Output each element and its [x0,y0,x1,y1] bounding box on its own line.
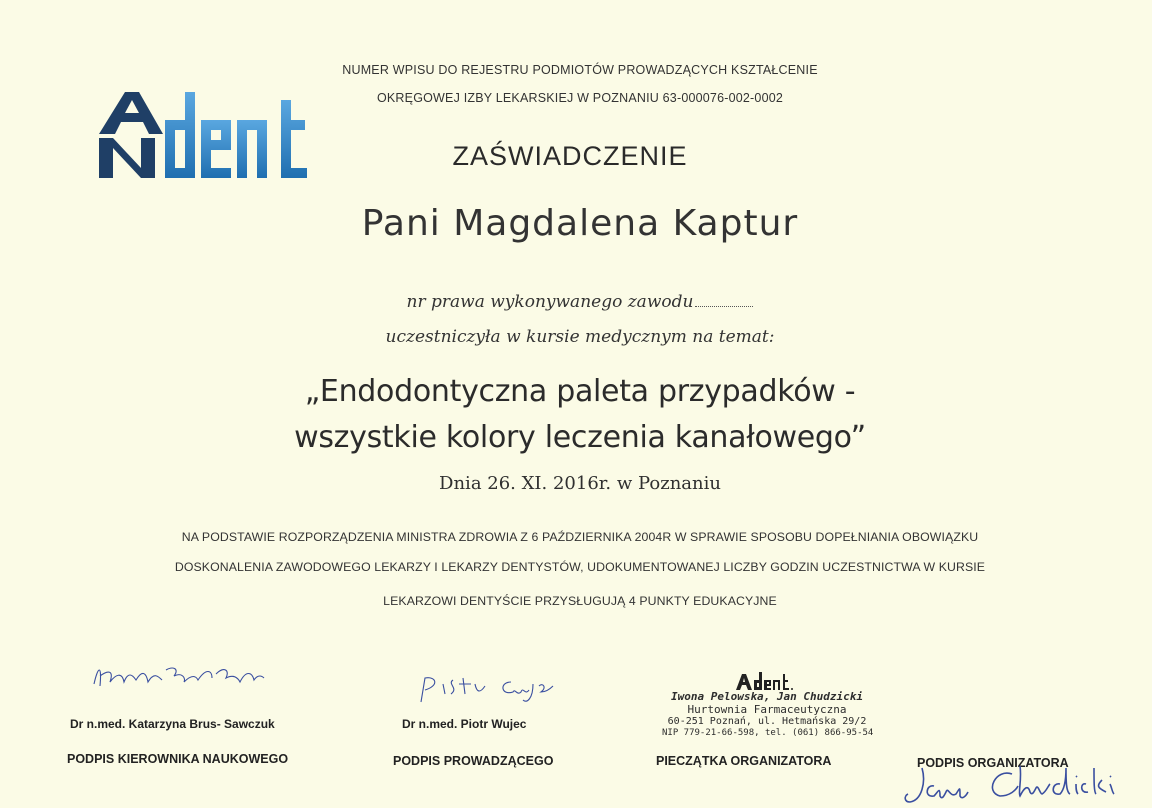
legal-basis-line-1: NA PODSTAWIE ROZPORZĄDZENIA MINISTRA ZDROWIA Z 6 PAŹDZIERNIKA 2004R W SPRAWIE SPOSOBU DOPEŁNIANIA OBOWIĄZKU [181,530,979,544]
register-number-line-2: OKRĘGOWEJ IZBY LEKARSKIEJ W POZNANIU 63-000076-002-0002 [376,91,784,105]
organizer-role: PODPIS ORGANIZATORA [917,756,1069,770]
license-line [330,292,830,312]
legal-basis-line-2: DOSKONALENIA ZAWODOWEGO LEKARZY I LEKARZY DENTYSTÓW, UDOKUMENTOWANEJ LICZBY GODZIN UCZESTNICTWA W KURSIE [174,560,986,574]
organizer-stamp [662,670,872,750]
course-topic-line-2: wszystkie kolory leczenia kanałowego” [294,420,866,455]
stamp-address: 60-251 Poznań, ul. Hetmańska 29/2 [667,716,867,727]
license-blank [695,294,753,307]
course-date: Dnia 26. XI. 2016r. w Poznaniu [439,473,721,494]
scientific-director-name: Dr n.med. Katarzyna Brus- Sawczuk [70,717,275,731]
scientific-director-role: PODPIS KIEROWNIKA NAUKOWEGO [67,752,289,766]
participation-line: uczestniczyła w kursie medycznym na temat: [385,327,775,347]
stamp-role: PIECZĄTKA ORGANIZATORA [656,754,832,768]
recipient-name: Pani Magdalena Kaptur [361,203,799,244]
register-number-line-1: NUMER WPISU DO REJESTRU PODMIOTÓW PROWADZĄCYCH KSZTAŁCENIE [342,63,818,77]
stamp-tax-phone: NIP 779-21-66-598, tel. (061) 866-95-54 [662,728,874,738]
license-label: nr prawa wykonywanego zawodu [406,292,694,312]
instructor-role: PODPIS PROWADZĄCEGO [393,754,554,768]
instructor-name: Dr n.med. Piotr Wujec [402,717,527,731]
stamp-company: Hurtownia Farmaceutyczna [687,703,847,716]
stamp-owners: Iwona Pelowska, Jan Chudzicki [670,690,864,703]
certificate-title: ZAŚWIADCZENIE [452,141,688,171]
education-points-line: LEKARZOWI DENTYŚCIE PRZYSŁUGUJĄ 4 PUNKTY EDUKACYJNE [383,594,777,608]
course-topic-line-1: „Endodontyczna paleta przypadków - [304,374,856,409]
organizer-signature [900,762,1150,808]
adent-logo [95,88,315,180]
stamp-logo [734,670,794,692]
instructor-signature [415,672,565,708]
scientific-director-signature [88,656,268,696]
